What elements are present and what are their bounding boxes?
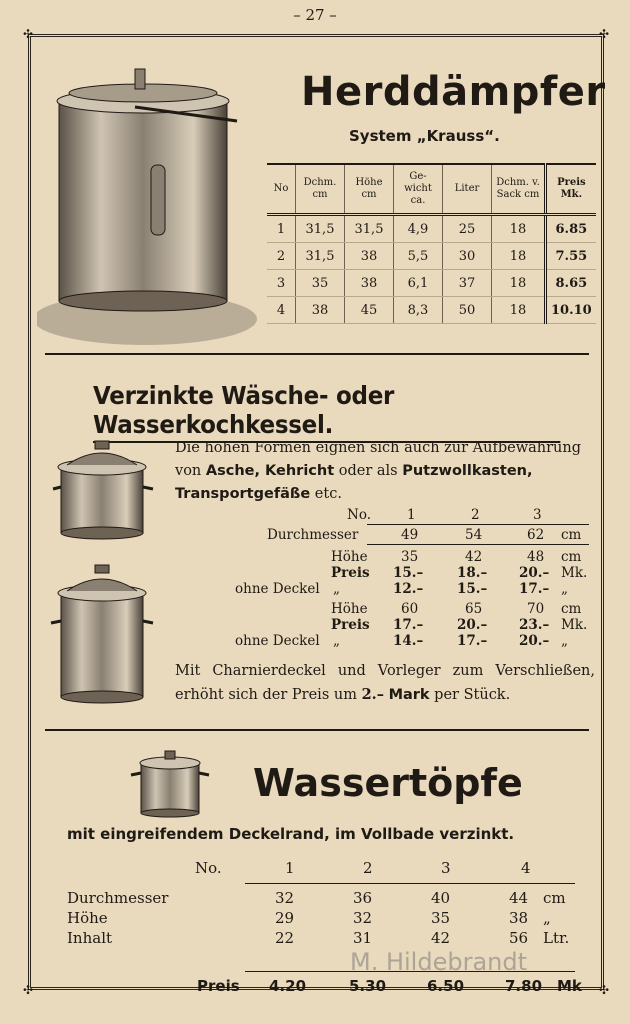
herd-table-cell: 37 xyxy=(443,270,492,297)
herd-table-cell: 38 xyxy=(296,297,345,324)
wasser-no-label: No. xyxy=(195,859,222,877)
herd-col-header: Höhe cm xyxy=(345,164,394,215)
herd-price-cell: 7.55 xyxy=(546,243,596,270)
kessel-row-preis: Preis 17.– 20.– 23.– Mk. xyxy=(331,617,588,633)
herd-col-header: Ge-wicht ca. xyxy=(394,164,443,215)
herd-table-cell: 50 xyxy=(443,297,492,324)
herd-price-cell: 10.10 xyxy=(546,297,596,324)
herd-table-cell: 8,3 xyxy=(394,297,443,324)
herd-table-cell: 6,1 xyxy=(394,270,443,297)
kessel-row-hoehe: Höhe 35 42 48 cm xyxy=(331,549,582,565)
herd-table-cell: 31,5 xyxy=(345,215,394,243)
herd-table-row xyxy=(267,215,596,243)
kessel-description: Die hohen Formen eignen sich auch zur Aufbewahrung von Asche, Kehricht oder als Putzwollkasten, Transportgefäße etc. xyxy=(175,440,582,502)
herd-table-cell: 1 xyxy=(267,215,296,243)
kessel-no: 2 xyxy=(471,507,480,523)
herd-col-header: No xyxy=(267,164,296,215)
herd-table-header xyxy=(267,164,596,215)
herd-title: Herddämpfer xyxy=(301,69,606,115)
kessel-note: Mit Charnierdeckel und Vorleger zum Verschließen, erhöht sich der Preis um 2.– Mark per Stück. xyxy=(175,663,595,703)
herd-table-cell: 18 xyxy=(492,243,546,270)
wasser-preis-label: Preis xyxy=(197,977,240,995)
herd-table-cell: 31,5 xyxy=(296,243,345,270)
kessel-row-ohne: ohne Deckel „ 14.– 17.– 20.– „ xyxy=(235,633,568,649)
herd-table-cell: 18 xyxy=(492,215,546,243)
kessel-title: Verzinkte Wäsche- oder Wasserkochkessel. xyxy=(93,381,560,443)
herd-table-cell: 30 xyxy=(443,243,492,270)
herd-col-header: Liter xyxy=(443,164,492,215)
kessel-no: 1 xyxy=(407,507,416,523)
page-number: – 27 – xyxy=(293,6,337,24)
herd-table-cell: 4 xyxy=(267,297,296,324)
herd-table-row xyxy=(267,270,596,297)
wasser-row: Inhalt 22 31 42 56 Ltr. xyxy=(67,929,570,947)
kessel-no-label: No. xyxy=(347,507,371,523)
steamer-illustration xyxy=(37,59,267,349)
herd-table-cell: 31,5 xyxy=(296,215,345,243)
herd-table-cell: 2 xyxy=(267,243,296,270)
kessel-row-preis: Preis 15.– 18.– 20.– Mk. xyxy=(331,565,588,581)
kessel-no: 3 xyxy=(533,507,542,523)
herd-table-cell: 45 xyxy=(345,297,394,324)
herd-table-cell: 18 xyxy=(492,297,546,324)
herd-subtitle: System „Krauss“. xyxy=(349,127,500,145)
kessel-row-ohne: ohne Deckel „ 12.– 15.– 17.– „ xyxy=(235,581,568,597)
wasser-title: Wassertöpfe xyxy=(253,761,523,805)
herd-table-cell: 4,9 xyxy=(394,215,443,243)
herd-col-header: Dchm. cm xyxy=(296,164,345,215)
herd-table-cell: 5,5 xyxy=(394,243,443,270)
wasser-row: Höhe 29 32 35 38 „ xyxy=(67,909,551,927)
herd-table-cell: 38 xyxy=(345,270,394,297)
watermark: M. Hildebrandt xyxy=(350,948,528,976)
herd-table-cell: 3 xyxy=(267,270,296,297)
herd-price-cell: 6.85 xyxy=(546,215,596,243)
herd-table-cell: 35 xyxy=(296,270,345,297)
herd-col-header: Dchm. v. Sack cm xyxy=(492,164,546,215)
herd-price-cell: 8.65 xyxy=(546,270,596,297)
page-frame: ✣ ✣ ✣ ✣ Herddämpfer System „Krauss“. No Dchm. cm Höhe cm Ge-wicht ca. Liter Dchm. v. Sack cm Preis Mk. 1 31,5 31,5 4,9 25 18 6.85 2 31,5 38 5,5 30 18 7.55 3 35 38 6,1 37 18 8.65 4 38 45 8,3 50 18 10.10 Verzinkte Wäsche- oder Wasserkochkessel. Die hohen Formen eignen sich auch zur Aufbewahrung von Asche, Kehricht oder als Putzwollkasten, Transportgefäße etc. No. 1 2 3 Durchmesser 49 54 62 cm Höhe 35 42 48 cm Preis 15.– 18.– 20.– Mk. ohne Deckel „ 12.– 15.– 17.– „ Höhe 60 65 70 cm Preis 17.– 20.– 23.– Mk. ohne Deckel „ 14.– 17.– 20.– „ Mit Charnierdeckel und Vorleger zum Verschließen, erhöht sich der Preis um 2.– Mark per Stück. Wassertöpfe mit eingreifendem Deckelrand, im Vollbade verzinkt. No. 1 2 3 4 Durchmesser 32 36 40 44 cm Höhe 29 32 35 38 „ Inhalt 22 31 42 56 Ltr. Preis 4.20 5.30 6.50 7.80 Mk xyxy=(23,27,610,997)
kessel-durchmesser-label: Durchmesser xyxy=(267,527,359,543)
wasser-subtitle: mit eingreifendem Deckelrand, im Vollbade verzinkt. xyxy=(67,825,515,843)
herd-table-row xyxy=(267,243,596,270)
herd-col-header: Preis Mk. xyxy=(546,164,596,215)
kessel-row-hoehe: Höhe 60 65 70 cm xyxy=(331,601,582,617)
herd-table-cell: 25 xyxy=(443,215,492,243)
herd-table-cell: 38 xyxy=(345,243,394,270)
herd-table-row xyxy=(267,297,596,324)
herd-table xyxy=(267,163,596,324)
wasser-row: Durchmesser 32 36 40 44 cm xyxy=(67,889,566,907)
herd-table-cell: 18 xyxy=(492,270,546,297)
water-pot-illustration xyxy=(129,749,211,819)
